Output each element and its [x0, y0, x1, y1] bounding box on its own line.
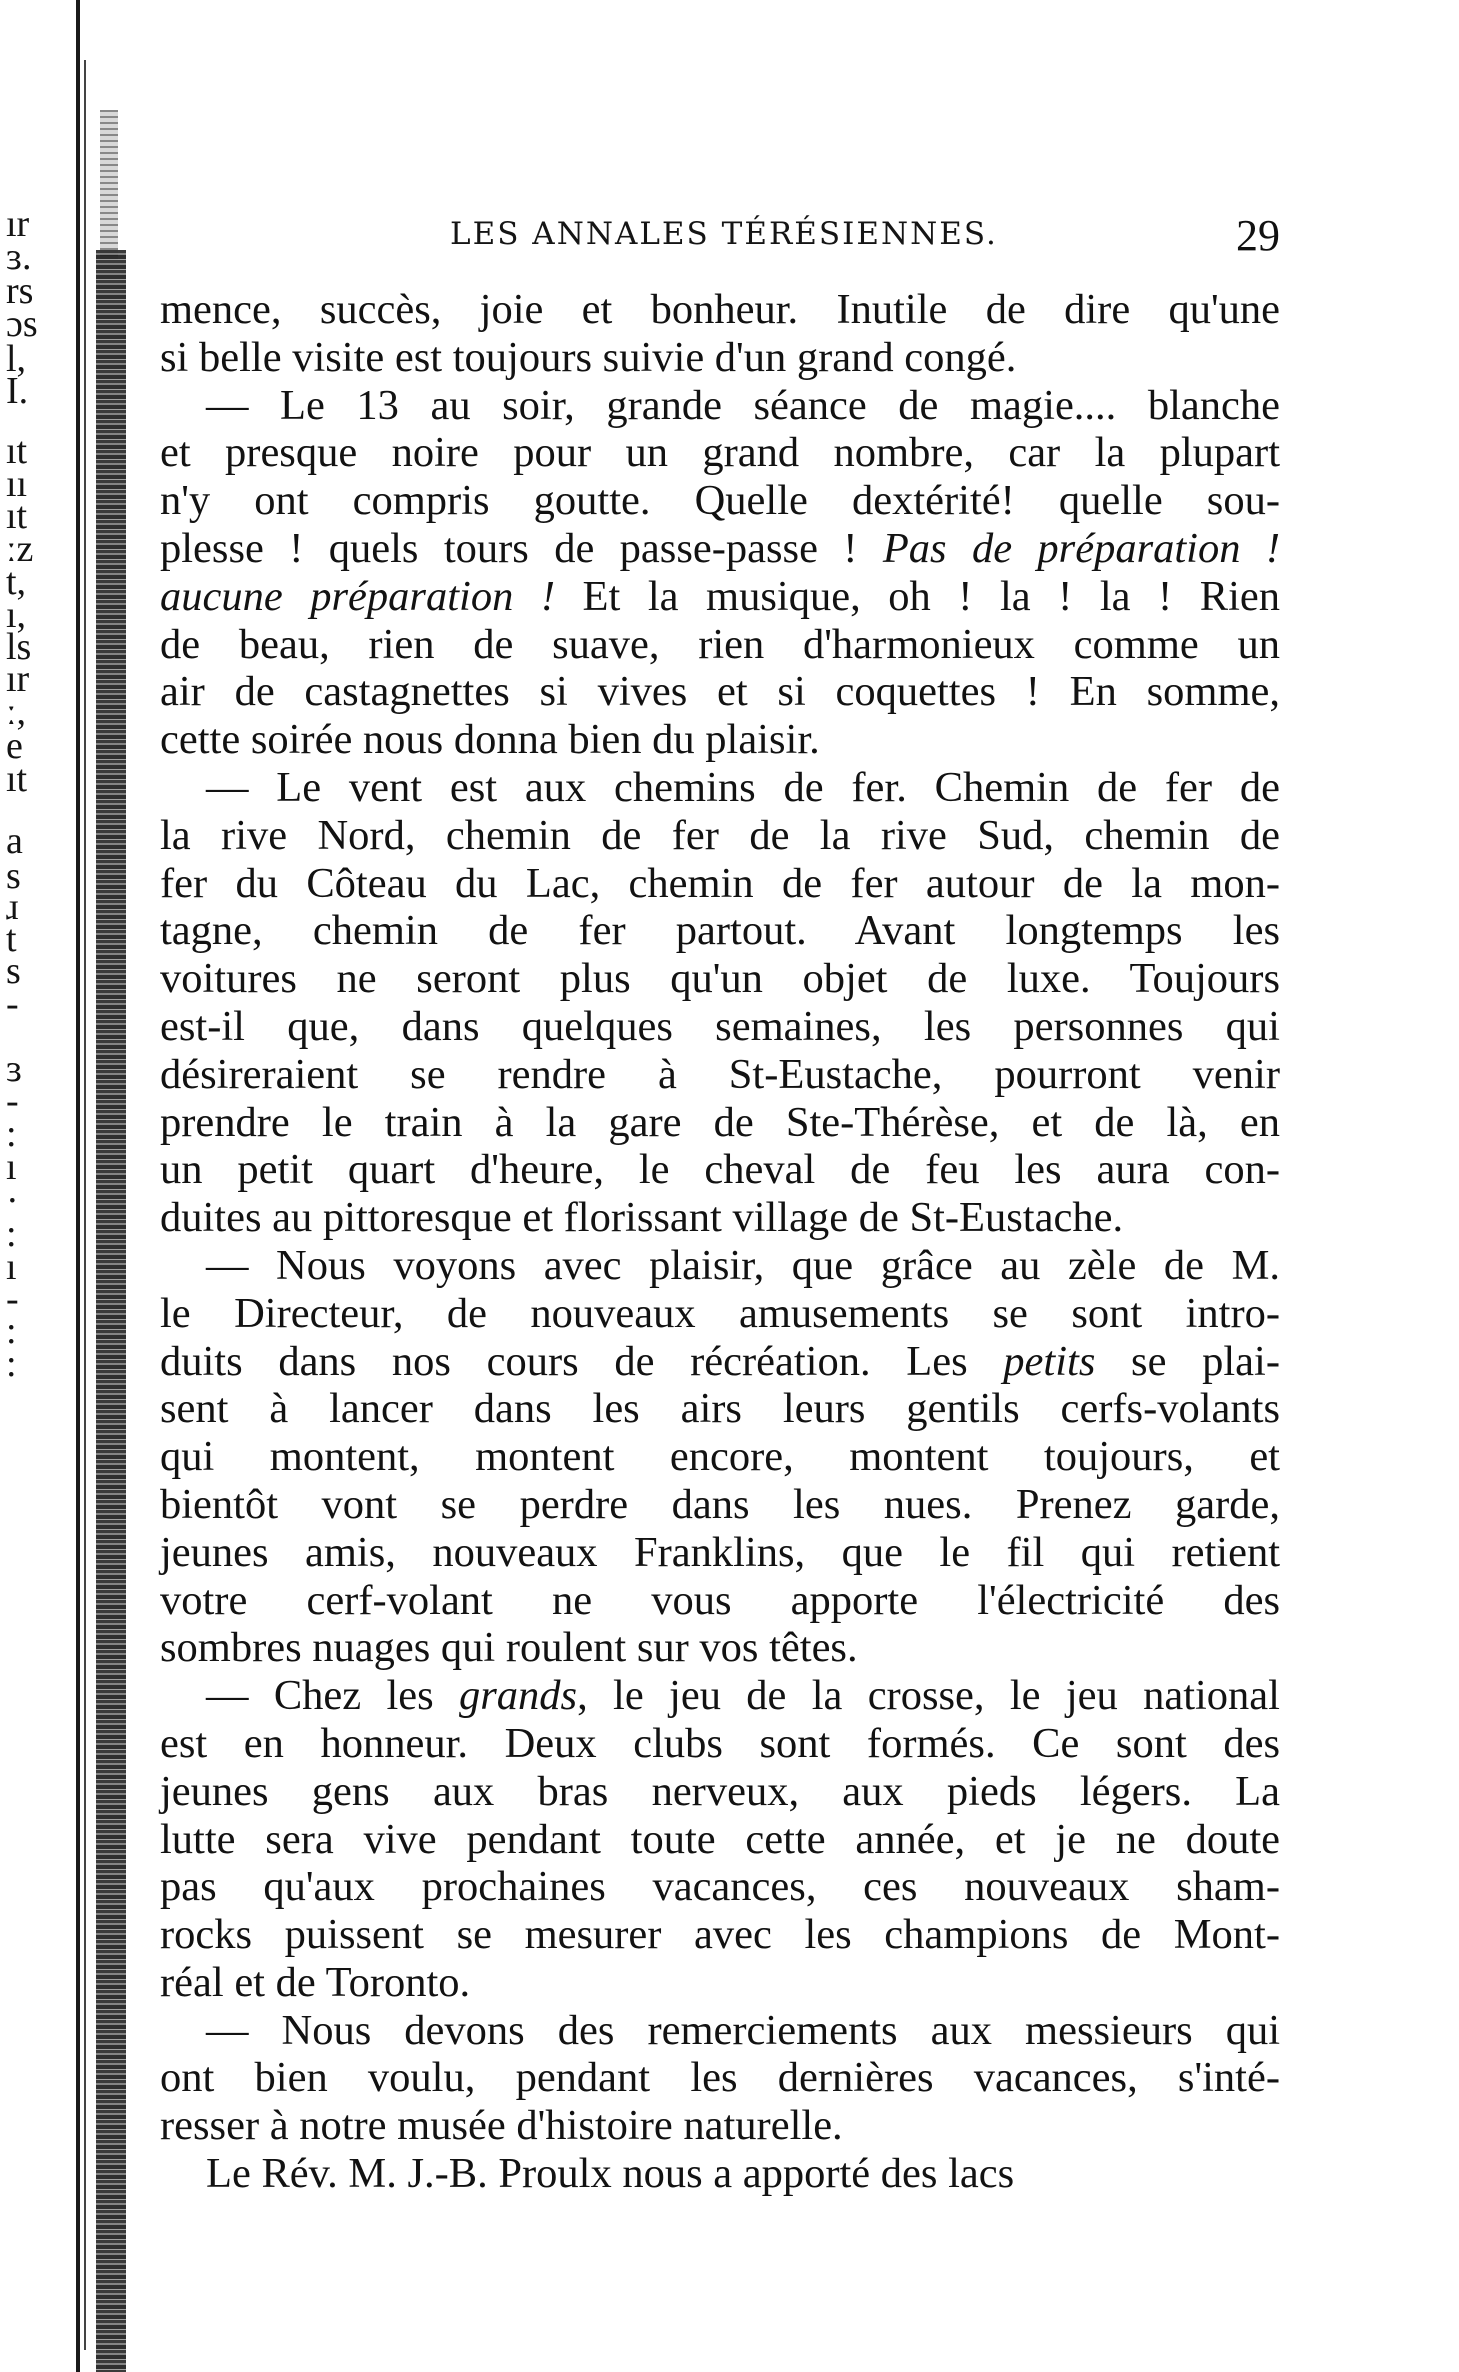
margin-fragment: - — [6, 1278, 19, 1320]
paragraph — [160, 2007, 1280, 2150]
text-line: si belle visite est toujours suivie d'un grand congé. — [160, 333, 1017, 381]
text-line: duites au pittoresque et florissant village de St-Eustache. — [160, 1194, 1124, 1242]
text-line: réal et de Toronto. — [160, 1958, 471, 2006]
margin-fragment: ːz — [6, 528, 34, 570]
paragraph — [160, 382, 1280, 764]
text-line: bientôt vont se perdre dans les nues. Prenez garde, — [160, 1480, 1280, 1528]
text-line: — Nous voyons avec plaisir, que grâce au zèle de M. — [206, 1241, 1280, 1289]
paragraph — [160, 764, 1280, 1242]
text-line: resser à notre musée d'histoire naturelle. — [160, 2102, 843, 2150]
text-line: cette soirée nous donna bien du plaisir. — [160, 716, 820, 764]
gutter-rule-inner — [84, 60, 86, 2350]
text-line: Le Rév. M. J.-B. Proulx nous a apporté des lacs — [206, 2150, 1015, 2198]
page-number: 29 — [1236, 211, 1280, 260]
margin-fragment: ɜ. — [6, 236, 32, 278]
margin-fragment: : — [6, 1213, 17, 1255]
text-line: plesse ! quels tours de passe-passe ! Pas de préparation ! — [160, 524, 1280, 572]
margin-fragment: ır — [6, 203, 30, 245]
text-line: — Nous devons des remerciements aux messieurs qui — [206, 2006, 1280, 2054]
text-line: qui montent, montent encore, montent toujours, et — [160, 1433, 1280, 1481]
margin-fragment: ɜ — [6, 1048, 22, 1090]
margin-fragment: ı, — [6, 594, 27, 636]
margin-fragment: e — [6, 725, 23, 767]
margin-fragment: - — [6, 983, 19, 1025]
margin-fragment: ı — [6, 1246, 17, 1288]
margin-fragment: ıt — [6, 430, 28, 472]
text-line: le Directeur, de nouveaux amusements se sont intro- — [160, 1289, 1280, 1337]
text-line: fer du Côteau du Lac, chemin de fer autour de la mon- — [160, 859, 1280, 907]
page-body — [160, 210, 1280, 2198]
text-line: la rive Nord, chemin de fer de la rive Sud, chemin de — [160, 811, 1280, 859]
running-title: LES ANNALES TÉRÉSIENNES. — [450, 216, 998, 252]
margin-fragment: ː, — [6, 691, 27, 733]
facing-page-margin — [0, 0, 70, 2372]
text-line: aucune préparation ! Et la musique, oh ! la ! la ! Rien — [160, 572, 1280, 620]
margin-fragment: - — [6, 1080, 19, 1122]
paragraph — [160, 286, 1280, 382]
text-line: n'y ont compris goutte. Quelle dextérité! quelle sou- — [160, 477, 1280, 525]
margin-fragment: s — [6, 950, 21, 992]
text-line: — Chez les grands, le jeu de la crosse, le jeu national — [206, 1672, 1280, 1720]
text-line: air de castagnettes si vives et si coquettes ! En somme, — [160, 668, 1280, 716]
text-body — [160, 286, 1280, 2198]
text-line: prendre le train à la gare de Ste-Thérèse, et de là, en — [160, 1098, 1280, 1146]
binding-shadow-top — [100, 110, 118, 260]
margin-fragment: ıt — [6, 758, 28, 800]
text-line: pas qu'aux prochaines vacances, ces nouveaux sham- — [160, 1863, 1280, 1911]
margin-fragment: l, — [6, 338, 27, 380]
text-line: duits dans nos cours de récréation. Les petits se plai- — [160, 1337, 1280, 1385]
margin-fragment: : — [6, 1113, 17, 1155]
text-line: ont bien voulu, pendant les dernières vacances, s'inté- — [160, 2054, 1280, 2102]
margin-fragment: t, — [6, 561, 27, 603]
margin-fragment: ɔs — [6, 303, 38, 345]
margin-fragment: : — [6, 1310, 17, 1352]
binding-shadow — [96, 250, 126, 2372]
margin-fragment: rs — [6, 270, 34, 312]
text-line: un petit quart d'heure, le cheval de feu les aura con- — [160, 1146, 1280, 1194]
text-line: sent à lancer dans les airs leurs gentils cerfs-volants — [160, 1385, 1280, 1433]
text-line: rocks puissent se mesurer avec les champions de Mont- — [160, 1911, 1280, 1959]
text-line: sombres nuages qui roulent sur vos têtes. — [160, 1624, 858, 1672]
text-line: tagne, chemin de fer partout. Avant longtemps les — [160, 907, 1280, 955]
text-line: votre cerf-volant ne vous apporte l'électricité des — [160, 1576, 1280, 1624]
margin-fragment: a — [6, 820, 23, 862]
paragraph — [160, 2150, 1280, 2198]
text-line: mence, succès, joie et bonheur. Inutile de dire qu'une — [160, 286, 1280, 333]
margin-fragment: ır — [6, 658, 30, 700]
gutter-rule — [76, 0, 80, 2372]
running-header — [160, 210, 1280, 270]
paragraph — [160, 1672, 1280, 2007]
margin-fragment: ɹ — [6, 886, 19, 928]
margin-fragment: ıt — [6, 495, 28, 537]
text-line: et presque noire pour un grand nombre, car la plupart — [160, 429, 1280, 477]
margin-fragment: · — [6, 1180, 19, 1222]
margin-fragment: I. — [6, 370, 29, 412]
margin-fragment: ıı — [6, 463, 28, 505]
text-line: est en honneur. Deux clubs sont formés. Ce sont des — [160, 1719, 1280, 1767]
text-line: jeunes amis, nouveaux Franklins, que le fil qui retient — [160, 1528, 1280, 1576]
text-line: de beau, rien de suave, rien d'harmonieux comme un — [160, 620, 1280, 668]
text-line: désireraient se rendre à St-Eustache, pourront venir — [160, 1050, 1280, 1098]
text-line: — Le vent est aux chemins de fer. Chemin de fer de — [206, 763, 1280, 811]
book-gutter — [70, 0, 150, 2372]
margin-fragment: : — [6, 1343, 17, 1385]
margin-fragment: t — [6, 918, 17, 960]
margin-fragment: s — [6, 855, 21, 897]
margin-fragment: ls — [6, 626, 32, 668]
text-line: voitures ne seront plus qu'un objet de luxe. Toujours — [160, 955, 1280, 1003]
text-line: est-il que, dans quelques semaines, les personnes qui — [160, 1002, 1280, 1050]
text-line: jeunes gens aux bras nerveux, aux pieds légers. La — [160, 1767, 1280, 1815]
margin-fragment: ı — [6, 1146, 17, 1188]
paragraph — [160, 1242, 1280, 1672]
text-line: — Le 13 au soir, grande séance de magie.... blanche — [206, 381, 1280, 429]
text-line: lutte sera vive pendant toute cette année, et je ne doute — [160, 1815, 1280, 1863]
